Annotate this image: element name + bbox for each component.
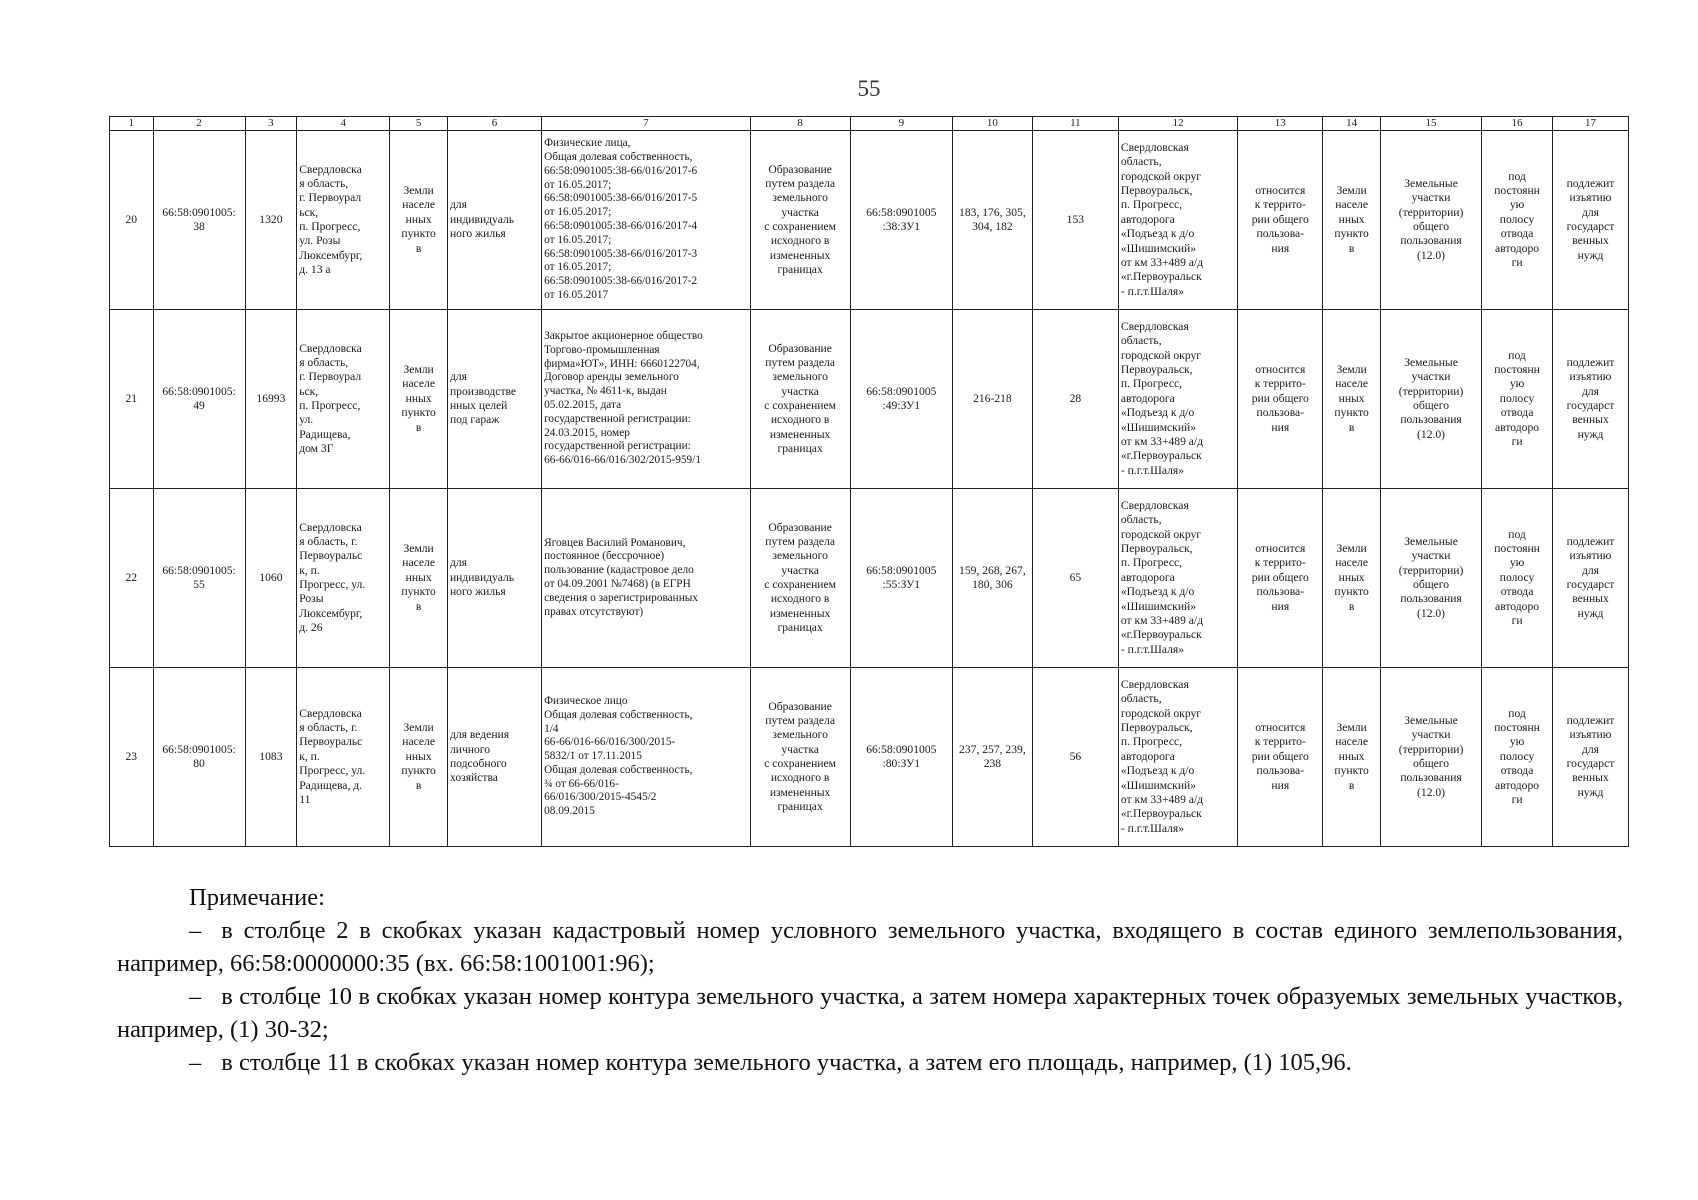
column-number-cell: 1 bbox=[110, 117, 154, 131]
table-cell: Земли населе нных пункто в bbox=[1323, 668, 1381, 847]
table-cell: 237, 257, 239, 238 bbox=[952, 668, 1032, 847]
table-cell: 183, 176, 305, 304, 182 bbox=[952, 131, 1032, 310]
table-cell: подлежит изъятию для государст венных нужд bbox=[1552, 131, 1628, 310]
column-number-cell: 15 bbox=[1380, 117, 1481, 131]
table-cell: 1060 bbox=[245, 489, 297, 668]
table-cell: для индивидуаль ного жилья bbox=[447, 131, 541, 310]
table-cell: 21 bbox=[110, 310, 154, 489]
notes-title: Примечание: bbox=[189, 884, 325, 911]
note-item bbox=[117, 980, 1623, 1046]
table-cell: Свердловска я область, г. Первоурал ьск, п. Прогресс, ул. Радищева, дом 3Г bbox=[297, 310, 390, 489]
table-cell: под постоянн ую полосу отвода автодоро ги bbox=[1482, 131, 1553, 310]
column-number-row bbox=[110, 117, 1629, 131]
table-cell: 159, 268, 267, 180, 306 bbox=[952, 489, 1032, 668]
table-cell: Свердловска я область, г. Первоуральс к, п. Прогресс, ул. Розы Люксембург, д. 26 bbox=[297, 489, 390, 668]
table-cell: 216-218 bbox=[952, 310, 1032, 489]
table-cell: 66:58:0901005: 38 bbox=[153, 131, 245, 310]
table-cell: 66:58:0901005 :38:ЗУ1 bbox=[850, 131, 952, 310]
note-dash: – bbox=[189, 1049, 202, 1076]
table-cell: 56 bbox=[1032, 668, 1118, 847]
note-dash: – bbox=[189, 983, 202, 1010]
table-cell: 65 bbox=[1032, 489, 1118, 668]
column-number-cell: 10 bbox=[952, 117, 1032, 131]
table-cell: для ведения личного подсобного хозяйства bbox=[447, 668, 541, 847]
table-cell: Образование путем раздела земельного участка с сохранением исходного в измененных границах bbox=[750, 668, 850, 847]
table-cell: 1320 bbox=[245, 131, 297, 310]
table-cell: 66:58:0901005 :49:ЗУ1 bbox=[850, 310, 952, 489]
table-cell: 66:58:0901005: 55 bbox=[153, 489, 245, 668]
table-cell: 66:58:0901005 :80:ЗУ1 bbox=[850, 668, 952, 847]
table-cell: Свердловская область, городской округ Первоуральск, п. Прогресс, автодорога «Подъезд к д/о «Шишимский» от км 33+489 а/д «г.Первоуральск - п.г.т.Шаля» bbox=[1118, 131, 1237, 310]
table-cell: Образование путем раздела земельного участка с сохранением исходного в измененных границах bbox=[750, 489, 850, 668]
table-cell: подлежит изъятию для государст венных нужд bbox=[1552, 489, 1628, 668]
table-cell: 22 bbox=[110, 489, 154, 668]
note-item bbox=[117, 1046, 1623, 1079]
column-number-cell: 6 bbox=[447, 117, 541, 131]
table-cell: для производстве нных целей под гараж bbox=[447, 310, 541, 489]
table-cell: Закрытое акционерное общество Торгово-промышленная фирма»ЮТ», ИНН: 6660122704, Договор аренды земельного участка, № 4611-к, выдан 05.02.2015, дата государственной регистрации: 24.03.2015, номер государственной регистрации: 66-66/016-66/016/302/2015-959/1 bbox=[542, 310, 750, 489]
table-row bbox=[110, 668, 1629, 847]
table-cell: 16993 bbox=[245, 310, 297, 489]
table-cell: Земли населе нных пункто в bbox=[390, 131, 448, 310]
column-number-cell: 16 bbox=[1482, 117, 1553, 131]
column-number-cell: 17 bbox=[1552, 117, 1628, 131]
column-number-cell: 13 bbox=[1238, 117, 1323, 131]
column-number-cell: 3 bbox=[245, 117, 297, 131]
table-cell: 20 bbox=[110, 131, 154, 310]
column-number-cell: 2 bbox=[153, 117, 245, 131]
column-number-cell: 12 bbox=[1118, 117, 1237, 131]
table-cell: Земельные участки (территории) общего пользования (12.0) bbox=[1380, 668, 1481, 847]
table-cell: Яговцев Василий Романович, постоянное (бессрочное) пользование (кадастровое дело от 04.09.2001 №7468) (в ЕГРН сведения о зарегистрированных правах отсутствуют) bbox=[542, 489, 750, 668]
table-cell: Земельные участки (территории) общего пользования (12.0) bbox=[1380, 489, 1481, 668]
table-row bbox=[110, 489, 1629, 668]
column-number-cell: 8 bbox=[750, 117, 850, 131]
note-text: в столбце 10 в скобках указан номер контура земельного участка, а затем номера характерных точек образуемых земельных участков, например, (1) 30-32; bbox=[117, 983, 1623, 1043]
table-cell: Свердловска я область, г. Первоуральс к, п. Прогресс, ул. Радищева, д. 11 bbox=[297, 668, 390, 847]
table-cell: подлежит изъятию для государст венных нужд bbox=[1552, 668, 1628, 847]
column-number-cell: 4 bbox=[297, 117, 390, 131]
table-cell: Свердловская область, городской округ Первоуральск, п. Прогресс, автодорога «Подъезд к д/о «Шишимский» от км 33+489 а/д «г.Первоуральск - п.г.т.Шаля» bbox=[1118, 668, 1237, 847]
column-number-cell: 7 bbox=[542, 117, 750, 131]
table-cell: под постоянн ую полосу отвода автодоро ги bbox=[1482, 310, 1553, 489]
land-plots-table bbox=[109, 116, 1629, 847]
note-item bbox=[117, 914, 1623, 980]
note-text: в столбце 2 в скобках указан кадастровый номер условного земельного участка, входящего в состав единого землепользования, например, 66:58:0000000:35 (вх. 66:58:1001001:96); bbox=[117, 917, 1623, 977]
note-dash: – bbox=[189, 917, 202, 944]
table-cell: 28 bbox=[1032, 310, 1118, 489]
table-cell: Земли населе нных пункто в bbox=[390, 310, 448, 489]
column-number-cell: 11 bbox=[1032, 117, 1118, 131]
table-cell: относится к террито- рии общего пользова- ния bbox=[1238, 489, 1323, 668]
table-cell: подлежит изъятию для государст венных нужд bbox=[1552, 310, 1628, 489]
table-cell: 153 bbox=[1032, 131, 1118, 310]
table-cell: Свердловская область, городской округ Первоуральск, п. Прогресс, автодорога «Подъезд к д/о «Шишимский» от км 33+489 а/д «г.Первоуральск - п.г.т.Шаля» bbox=[1118, 310, 1237, 489]
table-cell: под постоянн ую полосу отвода автодоро ги bbox=[1482, 489, 1553, 668]
table-cell: для индивидуаль ного жилья bbox=[447, 489, 541, 668]
table-cell: 66:58:0901005: 80 bbox=[153, 668, 245, 847]
table-cell: Земли населе нных пункто в bbox=[1323, 131, 1381, 310]
table-cell: Свердловская область, городской округ Первоуральск, п. Прогресс, автодорога «Подъезд к д/о «Шишимский» от км 33+489 а/д «г.Первоуральск - п.г.т.Шаля» bbox=[1118, 489, 1237, 668]
table-cell: Земли населе нных пункто в bbox=[1323, 489, 1381, 668]
page-number: 55 bbox=[857, 76, 881, 101]
table-cell: 66:58:0901005 :55:ЗУ1 bbox=[850, 489, 952, 668]
column-number-cell: 5 bbox=[390, 117, 448, 131]
notes-section bbox=[117, 881, 1623, 1079]
table-cell: Образование путем раздела земельного участка с сохранением исходного в измененных границах bbox=[750, 131, 850, 310]
table-cell: 1083 bbox=[245, 668, 297, 847]
table-row bbox=[110, 310, 1629, 489]
table-cell: Свердловска я область, г. Первоурал ьск, п. Прогресс, ул. Розы Люксембург, д. 13 а bbox=[297, 131, 390, 310]
table-cell: 23 bbox=[110, 668, 154, 847]
column-number-cell: 14 bbox=[1323, 117, 1381, 131]
table-cell: Физическое лицо Общая долевая собственность, 1/4 66-66/016-66/016/300/2015- 5832/1 от 17.11.2015 Общая долевая собственность, ¾ от 66-66/016- 66/016/300/2015-4545/2 08.09.2015 bbox=[542, 668, 750, 847]
note-text: в столбце 11 в скобках указан номер контура земельного участка, а затем его площадь, например, (1) 105,96. bbox=[221, 1049, 1352, 1076]
table-cell: Земельные участки (территории) общего пользования (12.0) bbox=[1380, 131, 1481, 310]
table-body bbox=[110, 117, 1629, 847]
table-cell: под постоянн ую полосу отвода автодоро ги bbox=[1482, 668, 1553, 847]
table-row bbox=[110, 131, 1629, 310]
column-number-cell: 9 bbox=[850, 117, 952, 131]
table-cell: Образование путем раздела земельного участка с сохранением исходного в измененных границах bbox=[750, 310, 850, 489]
table-cell: Земли населе нных пункто в bbox=[1323, 310, 1381, 489]
table-cell: относится к террито- рии общего пользова- ния bbox=[1238, 668, 1323, 847]
table-cell: 66:58:0901005: 49 bbox=[153, 310, 245, 489]
table-cell: относится к террито- рии общего пользова- ния bbox=[1238, 310, 1323, 489]
table-cell: Земли населе нных пункто в bbox=[390, 668, 448, 847]
table-cell: Физические лица, Общая долевая собственность, 66:58:0901005:38-66/016/2017-6 от 16.05.2017; 66:58:0901005:38-66/016/2017-5 от 16.05.2017; 66:58:0901005:38-66/016/2017-4 от 16.05.2017; 66:58:0901005:38-66/016/2017-3 от 16.05.2017; 66:58:0901005:38-66/016/2017-2 от 16.05.2017 bbox=[542, 131, 750, 310]
table-cell: относится к террито- рии общего пользова- ния bbox=[1238, 131, 1323, 310]
table-cell: Земельные участки (территории) общего пользования (12.0) bbox=[1380, 310, 1481, 489]
table-cell: Земли населе нных пункто в bbox=[390, 489, 448, 668]
